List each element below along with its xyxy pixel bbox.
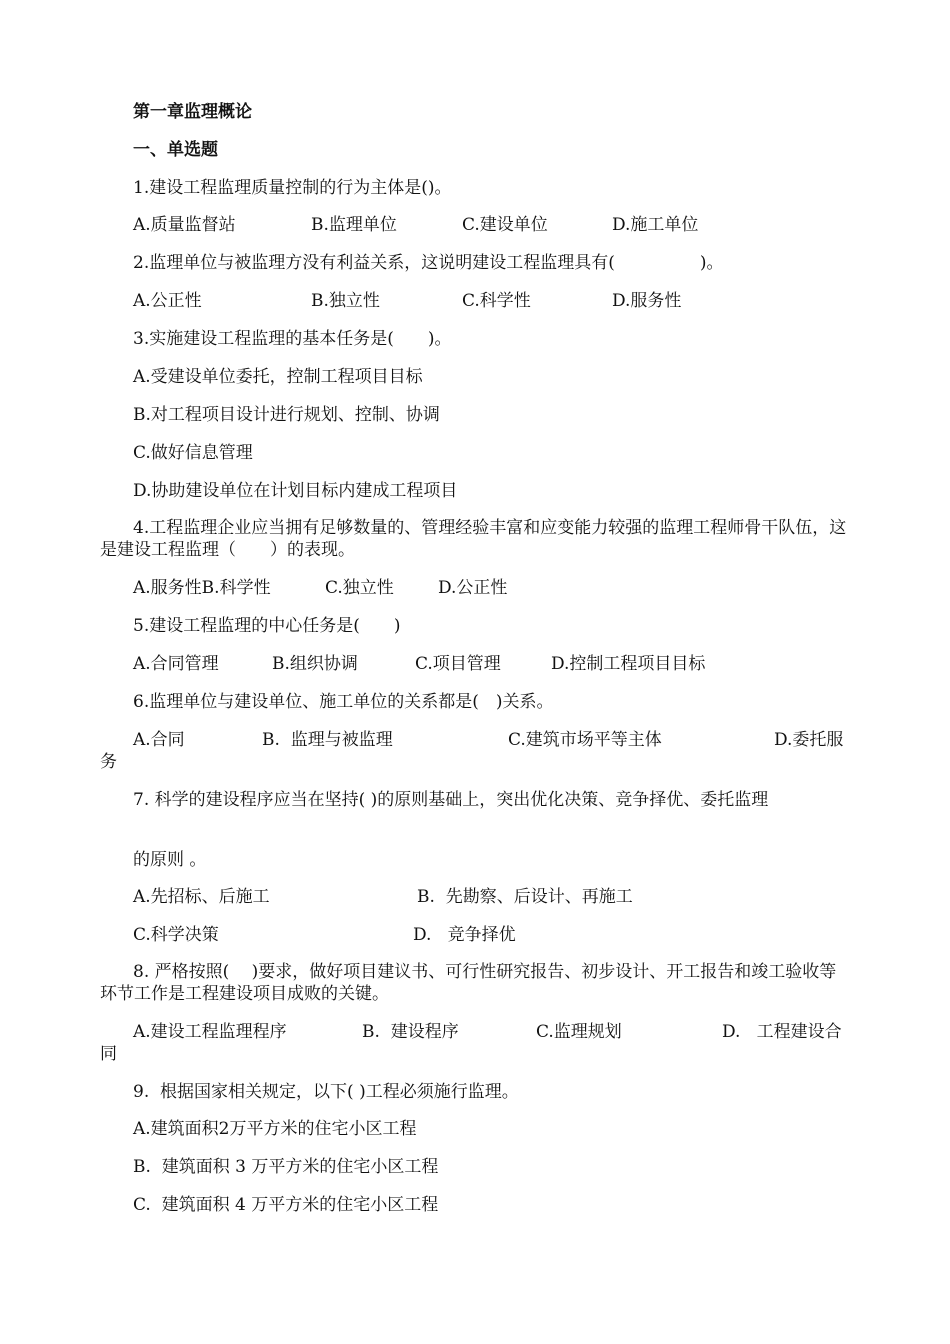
question-stem: 4.工程监理企业应当拥有足够数量的、管理经验丰富和应变能力较强的监理工程师骨干队伍，这是建设工程监理（ ）的表现。 <box>100 518 847 560</box>
chapter-title: 第一章监理概论 <box>133 102 252 122</box>
option-continuation: 务 <box>100 752 117 772</box>
question-stem: 9. 根据国家相关规定，以下( )工程必须施行监理。 <box>133 1082 519 1102</box>
option: C.做好信息管理 <box>133 443 253 463</box>
option: C.建筑市场平等主体 <box>508 730 662 750</box>
option: C. 建筑面积 4 万平方米的住宅小区工程 <box>133 1195 439 1215</box>
option: D.协助建设单位在计划目标内建成工程项目 <box>133 481 458 501</box>
option: A.合同 <box>133 730 185 750</box>
option: B.独立性 <box>311 291 380 311</box>
question-stem: 1.建设工程监理质量控制的行为主体是()。 <box>133 178 452 198</box>
option: A.合同管理 <box>133 654 219 674</box>
question-stem: 6.监理单位与建设单位、施工单位的关系都是( )关系。 <box>133 692 554 712</box>
question-stem: 8. 严格按照( )要求，做好项目建议书、可行性研究报告、初步设计、开工报告和竣工验收等环节工作是工程建设项目成败的关键。 <box>100 962 837 1004</box>
option: A.公正性 <box>133 291 202 311</box>
option: D.委托服 <box>774 730 844 750</box>
option: C.建设单位 <box>462 215 548 235</box>
option: C.独立性 <box>325 578 394 598</box>
option: C.科学决策 <box>133 925 219 945</box>
question-stem: 7. 科学的建设程序应当在坚持( )的原则基础上，突出优化决策、竞争择优、委托监理 <box>133 790 769 810</box>
option: A.质量监督站 <box>133 215 236 235</box>
option-continuation: 同 <box>100 1044 117 1064</box>
option: A.建筑面积2万平方米的住宅小区工程 <box>133 1119 417 1139</box>
question-stem: 2.监理单位与被监理方没有利益关系，这说明建设工程监理具有( )。 <box>133 253 724 273</box>
option: A.先招标、后施工 <box>133 887 270 907</box>
option: A.受建设单位委托，控制工程项目目标 <box>133 367 423 387</box>
option: B.监理单位 <box>311 215 397 235</box>
option: C.监理规划 <box>536 1022 622 1042</box>
option: B.组织协调 <box>272 654 358 674</box>
option: D.控制工程项目目标 <box>551 654 706 674</box>
option: B. 建设程序 <box>362 1022 459 1042</box>
option: A.建设工程监理程序 <box>133 1022 287 1042</box>
option: B. 先勘察、后设计、再施工 <box>417 887 633 907</box>
option: D.施工单位 <box>612 215 699 235</box>
option: D. 竞争择优 <box>413 925 516 945</box>
option: C.科学性 <box>462 291 531 311</box>
option: D.服务性 <box>612 291 682 311</box>
option: D. 工程建设合 <box>722 1022 842 1042</box>
option: D.公正性 <box>438 578 508 598</box>
question-stem: 5.建设工程监理的中心任务是( ) <box>133 616 401 636</box>
option: C.项目管理 <box>415 654 501 674</box>
option: B.对工程项目设计进行规划、控制、协调 <box>133 405 440 425</box>
option: A.服务性B.科学性 <box>133 578 271 598</box>
option: B. 建筑面积 3 万平方米的住宅小区工程 <box>133 1157 439 1177</box>
section-title: 一、单选题 <box>133 140 218 160</box>
question-stem-continuation: 的原则 。 <box>133 850 207 870</box>
option: B. 监理与被监理 <box>262 730 393 750</box>
question-stem: 3.实施建设工程监理的基本任务是( )。 <box>133 329 452 349</box>
